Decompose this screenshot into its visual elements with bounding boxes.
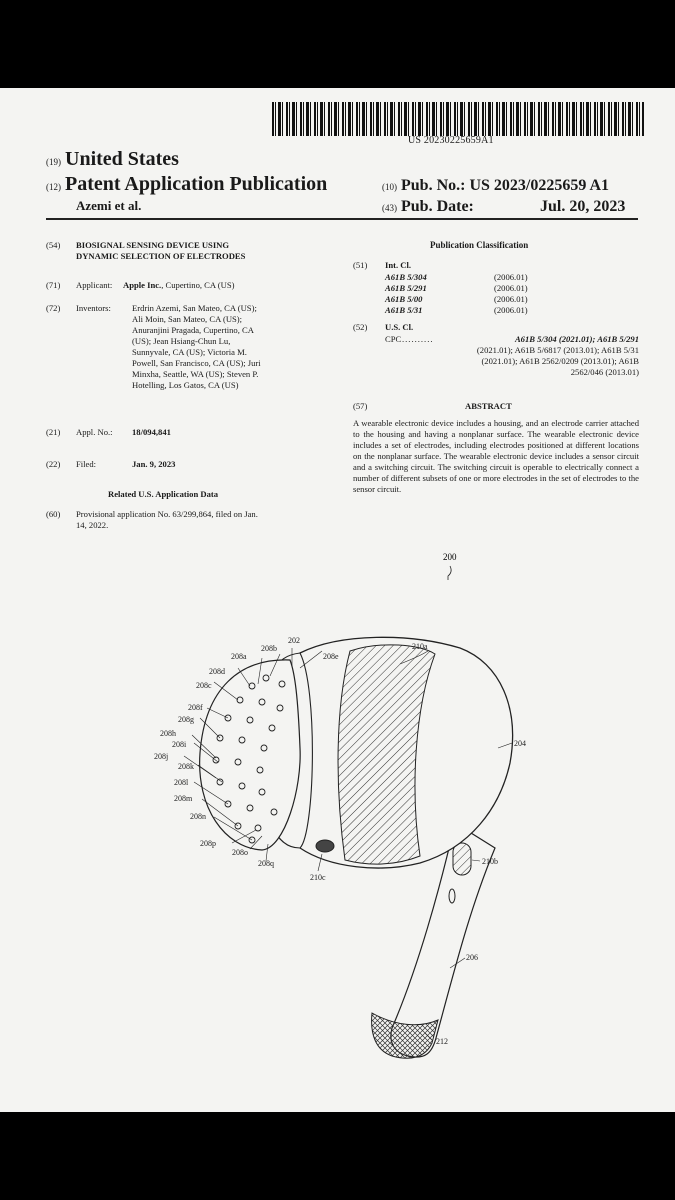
provisional-line-1: Provisional application No. 63/299,864, filed on Jan. <box>76 509 258 519</box>
abstract-text: A wearable electronic device includes a housing, and an electrode carrier attached to the housing and having a nonplanar surface. The wearable electronic device includes a set of electrodes, including electrodes positioned at different locations on the nonplanar surface. The wearable electronic device includes a sensor circuit and a switching circuit. The switching circuit is operable to electrically connect a number of different subsets of one or more electrodes in the set of electrodes to the sensor circuit. <box>353 418 639 494</box>
appl-label: Appl. No.: <box>76 427 113 437</box>
applicant: Apple Inc., Cupertino, CA (US) <box>123 280 235 290</box>
country-line: (19) United States <box>46 148 179 170</box>
label-208b: 208b <box>261 644 277 653</box>
pub-no: US 2023/0225659 A1 <box>469 177 610 194</box>
fig-number-arrow <box>448 566 451 580</box>
force-sensor-210b <box>453 843 471 875</box>
filed-label: Filed: <box>76 459 97 469</box>
label-208p: 208p <box>200 839 216 848</box>
classification-heading: Publication Classification <box>430 240 529 250</box>
label-210b: 210b <box>482 857 498 866</box>
label-208e: 208e <box>323 652 339 661</box>
intcl-code-4: A61B 5/31 <box>385 305 423 315</box>
label-208k: 208k <box>178 762 194 771</box>
label-204: 204 <box>514 739 526 748</box>
label-208l: 208l <box>174 778 189 787</box>
intcl-code-1: A61B 5/304 <box>385 272 427 282</box>
title-line-2: DYNAMIC SELECTION OF ELECTRODES <box>76 251 246 261</box>
label-206: 206 <box>466 953 478 962</box>
earbud-figure <box>0 88 675 1112</box>
filed-code: (22) <box>46 459 61 469</box>
publication-type-line: (12) Patent Application Publication <box>46 173 328 195</box>
related-heading: Related U.S. Application Data <box>108 489 219 499</box>
sensor-port-210c <box>316 840 334 852</box>
stem-microphone <box>449 889 455 903</box>
label-202: 202 <box>288 636 300 645</box>
inventors-label: Inventors: <box>76 303 111 313</box>
label-208j: 208j <box>154 752 169 761</box>
intcl-code-3: A61B 5/00 <box>385 294 423 304</box>
label-208c: 208c <box>196 681 212 690</box>
patent-page <box>0 88 675 1112</box>
label-212: 212 <box>436 1037 448 1046</box>
barcode-number: US 20230225659A1 <box>408 135 494 146</box>
applicant-code: (71) <box>46 280 61 290</box>
label-208m: 208m <box>174 794 193 803</box>
cpc-dots: .......... <box>402 334 434 344</box>
title-code: (54) <box>46 240 61 250</box>
fig-number: 200 <box>443 552 457 562</box>
uscl-code: (52) <box>353 322 368 332</box>
intcl-year-4: (2006.01) <box>494 305 528 315</box>
label-210c: 210c <box>310 873 326 882</box>
intcl-year-1: (2006.01) <box>494 272 528 282</box>
appl-number: 18/094,841 <box>132 427 171 437</box>
intcl-code: (51) <box>353 260 368 270</box>
pub-no-line: (10) Pub. No.: US 2023/0225659 A1 <box>382 177 610 194</box>
intcl-year-2: (2006.01) <box>494 283 528 293</box>
inventors-list: Erdrin Azemi, San Mateo, CA (US); Ali Moin, San Mateo, CA (US); Anuranjini Pragada, Cupertino, CA (US); Jean Hsiang-Chun Lu, Sunnyvale, CA (US); Victoria M. Powell, San Francisco, CA (US); Juri Minxha, Seattle, WA (US); Steven P. Hotelling, Los Gatos, CA (US) <box>132 303 261 390</box>
title-line-1: BIOSIGNAL SENSING DEVICE USING <box>76 240 230 250</box>
label-210a: 210a <box>412 642 428 651</box>
intcl-code-2: A61B 5/291 <box>385 283 427 293</box>
label-208g: 208g <box>178 715 194 724</box>
uscl-label: U.S. Cl. <box>385 322 414 332</box>
applicant-label: Applicant: <box>76 280 113 290</box>
filed-date: Jan. 9, 2023 <box>132 459 176 469</box>
abstract-code: (57) <box>353 401 368 411</box>
appl-code: (21) <box>46 427 61 437</box>
abstract-heading: ABSTRACT <box>465 401 512 411</box>
label-208o: 208o <box>232 848 248 857</box>
pub-date-line: (43) Pub. Date: Jul. 20, 2023 <box>382 198 626 215</box>
cpc-label: CPC <box>385 334 402 344</box>
publication-type: Patent Application Publication <box>65 173 328 195</box>
label-208i: 208i <box>172 740 187 749</box>
label-208a: 208a <box>231 652 247 661</box>
inventors-code: (72) <box>46 303 61 313</box>
label-208n: 208n <box>190 812 206 821</box>
label-208q: 208q <box>258 859 274 868</box>
label-208f: 208f <box>188 703 203 712</box>
cpc-classification: A61B 5/304 (2021.01); A61B 5/291 (2021.01); A61B 5/6817 (2013.01); A61B 5/31 (2021.01); A61B 2562/0209 (2013.01); A61B 2562/046 (2013.01) <box>476 334 639 377</box>
country: United States <box>65 148 179 170</box>
intcl-year-3: (2006.01) <box>494 294 528 304</box>
provisional-line-2: 14, 2022. <box>76 520 109 530</box>
intcl-label: Int. Cl. <box>385 260 412 270</box>
label-208d: 208d <box>209 667 225 676</box>
pub-date: Jul. 20, 2023 <box>540 198 626 215</box>
provisional-code: (60) <box>46 509 61 519</box>
authors: Azemi et al. <box>76 198 142 213</box>
label-208h: 208h <box>160 729 176 738</box>
